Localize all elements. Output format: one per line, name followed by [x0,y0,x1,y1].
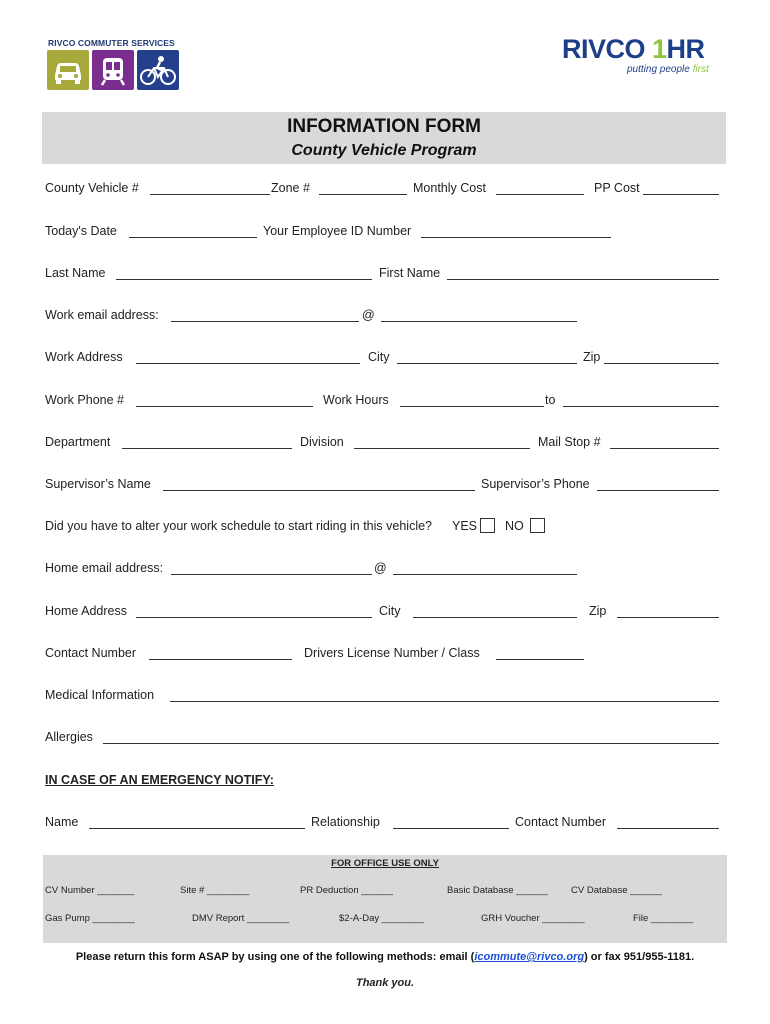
emergency-relationship-field[interactable] [393,828,509,829]
form-banner [42,112,726,164]
office-site: Site # ________ [180,885,250,896]
employee-id-label: Your Employee ID Number [263,224,412,238]
zone-field[interactable] [319,194,407,195]
home-address-label: Home Address [45,604,127,618]
email-link[interactable]: icommute@rivco.org [474,951,585,963]
division-field[interactable] [354,448,530,449]
yes-label: YES [452,519,478,533]
first-name-field[interactable] [447,279,719,280]
rivco-hr-logo: RIVCO 1HR [562,34,705,64]
office-gas-pump: Gas Pump ________ [45,913,135,924]
pp-cost-label: PP Cost [594,181,640,195]
office-dmv-report: DMV Report ________ [192,913,290,924]
office-use-box [43,855,727,943]
emergency-contact-label: Contact Number [515,815,607,829]
work-hours-end-field[interactable] [563,406,719,407]
home-email-at: @ [374,561,387,575]
work-phone-label: Work Phone # [45,393,124,407]
work-email-label: Work email address: [45,308,159,322]
work-address-label: Work Address [45,350,123,364]
contact-number-field[interactable] [149,659,292,660]
work-hours-start-field[interactable] [400,406,544,407]
work-email-user-field[interactable] [171,321,359,322]
rivco-tagline: putting people first [627,64,709,75]
work-hours-label: Work Hours [323,393,389,407]
mail-stop-label: Mail Stop # [538,435,601,449]
first-name-label: First Name [379,266,441,280]
work-phone-field[interactable] [136,406,313,407]
work-city-label: City [368,350,390,364]
emergency-name-label: Name [45,815,79,829]
no-label: NO [505,519,524,533]
no-checkbox[interactable] [530,518,545,533]
medical-info-label: Medical Information [45,688,155,702]
home-city-field[interactable] [413,617,577,618]
department-label: Department [45,435,111,449]
allergies-field[interactable] [103,743,719,744]
work-email-domain-field[interactable] [381,321,577,322]
work-email-at: @ [362,308,375,322]
work-zip-label: Zip [583,350,601,364]
form-subtitle: County Vehicle Program [291,142,477,159]
office-pr-deduction: PR Deduction ______ [300,885,393,896]
todays-date-label: Today's Date [45,224,117,238]
home-email-label: Home email address: [45,561,164,575]
work-zip-field[interactable] [604,363,719,364]
todays-date-field[interactable] [129,237,257,238]
drivers-license-field[interactable] [496,659,584,660]
supervisor-phone-field[interactable] [597,490,719,491]
alter-schedule-question: Did you have to alter your work schedule to start riding in this vehicle? [45,519,432,533]
employee-id-field[interactable] [421,237,611,238]
mail-stop-field[interactable] [610,448,719,449]
office-two-a-day: $2-A-Day ________ [339,913,425,924]
supervisor-phone-label: Supervisor’s Phone [481,477,590,491]
yes-checkbox[interactable] [480,518,495,533]
emergency-contact-field[interactable] [617,828,719,829]
supervisor-name-label: Supervisor’s Name [45,477,151,491]
county-vehicle-label: County Vehicle # [45,181,139,195]
thank-you-text: Thank you. [355,977,415,989]
return-instructions: Please return this form ASAP by using one of the following methods: email (icommute@rivco.org) or fax 951/955-1181. [75,951,695,963]
home-zip-label: Zip [589,604,607,618]
car-icon [47,50,89,90]
office-file: File ________ [633,913,694,924]
commuter-services-title: RIVCO COMMUTER SERVICES [48,38,175,48]
work-hours-to: to [545,393,556,407]
last-name-field[interactable] [116,279,372,280]
office-cv-number: CV Number _______ [45,885,135,896]
office-use-heading: FOR OFFICE USE ONLY [331,858,439,869]
home-address-field[interactable] [136,617,372,618]
emergency-name-field[interactable] [89,828,305,829]
train-icon [92,50,134,90]
home-zip-field[interactable] [617,617,719,618]
contact-number-label: Contact Number [45,646,137,660]
office-cv-database: CV Database ______ [571,885,662,896]
office-basic-database: Basic Database ______ [447,885,548,896]
medical-info-field[interactable] [170,701,719,702]
work-address-field[interactable] [136,363,360,364]
monthly-cost-field[interactable] [496,194,584,195]
home-email-domain-field[interactable] [393,574,577,575]
supervisor-name-field[interactable] [163,490,475,491]
county-vehicle-field[interactable] [150,194,270,195]
home-email-user-field[interactable] [171,574,372,575]
zone-label: Zone # [271,181,310,195]
allergies-label: Allergies [45,730,93,744]
office-grh-voucher: GRH Voucher ________ [481,913,585,924]
division-label: Division [300,435,344,449]
form-title: INFORMATION FORM [287,116,481,137]
department-field[interactable] [122,448,292,449]
drivers-license-label: Drivers License Number / Class [304,646,480,660]
bicycle-icon [137,50,179,90]
emergency-heading: IN CASE OF AN EMERGENCY NOTIFY: [45,773,274,787]
home-city-label: City [379,604,401,618]
last-name-label: Last Name [45,266,106,280]
monthly-cost-label: Monthly Cost [413,181,486,195]
work-city-field[interactable] [397,363,577,364]
pp-cost-field[interactable] [643,194,719,195]
emergency-relationship-label: Relationship [311,815,380,829]
